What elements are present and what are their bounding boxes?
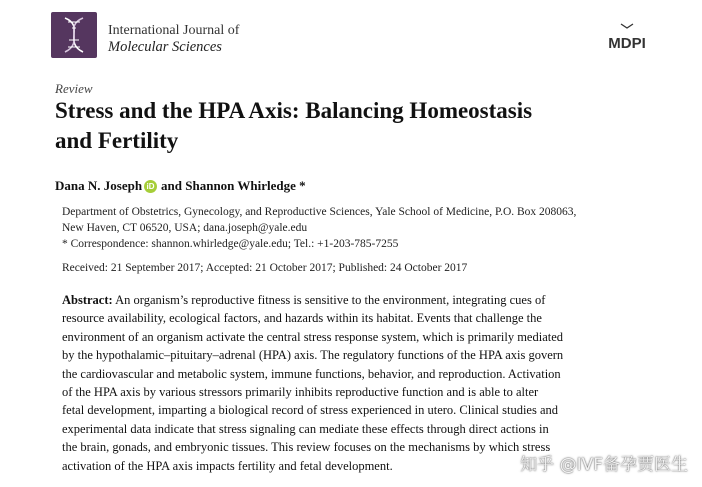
abstract-line: of the HPA axis by various stressors primarily inhibits reproductive function and is able to alter	[62, 385, 539, 400]
abstract-line: the brain, gonads, and embryonic tissues. This review focuses on the mechanisms by which stress	[62, 440, 551, 455]
watermark: 知乎 @IVF备孕贾医生	[520, 455, 688, 475]
affiliation-line: New Haven, CT 06520, USA; dana.joseph@yale.edu	[62, 222, 308, 234]
author-list	[55, 178, 306, 194]
abstract-line: resource availability, ecological factors, and hazards within its habitat. Events that challenge the	[62, 311, 542, 326]
journal-header	[51, 12, 661, 62]
author-name: Dana N. Joseph	[55, 178, 143, 193]
abstract-line: fetal development, imparting a biological record of stress experienced in utero. Clinical studies and	[62, 403, 559, 418]
abstract-line: experimental data indicate that stress signaling can mediate these effects through direct actions in	[62, 421, 549, 436]
abstract-line: the cardiovascular and metabolic system, immune functions, behavior, and reproduction. Activation	[62, 366, 561, 381]
publication-dates: Received: 21 September 2017; Accepted: 21 October 2017; Published: 24 October 2017	[62, 262, 468, 274]
journal-name-line2: Molecular Sciences	[108, 39, 222, 55]
abstract-block	[62, 291, 662, 475]
journal-name	[108, 22, 239, 56]
abstract-line: by the hypothalamic–pituitary–adrenal (HPA) axis. The regulatory functions of the HPA axis govern	[62, 348, 564, 363]
article-type: Review	[55, 81, 93, 96]
dna-helix-icon	[51, 12, 97, 58]
title-line: Stress and the HPA Axis: Balancing Homeostasis	[55, 98, 533, 123]
abstract-line: activation of the HPA axis impacts fertility and fetal development.	[62, 458, 393, 473]
orcid-icon[interactable]: iD	[144, 180, 157, 193]
mdpi-logo-icon	[599, 22, 655, 54]
journal-name-line1: International Journal of	[108, 23, 240, 38]
paper-title	[55, 96, 655, 156]
abstract-label: Abstract:	[62, 293, 113, 307]
abstract-line: environment of an organism activate the central stress response system, which is primarily mediated	[62, 329, 564, 344]
affiliation-block	[62, 204, 682, 252]
correspondence-line: * Correspondence: shannon.whirledge@yale.edu; Tel.: +1-203-785-7255	[62, 238, 399, 250]
abstract-text: An organism’s reproductive fitness is sensitive to the environment, integrating cues of	[115, 293, 546, 307]
author-name: and Shannon Whirledge *	[161, 178, 306, 193]
affiliation-line: Department of Obstetrics, Gynecology, and Reproductive Sciences, Yale School of Medicine, P.O. Box 208063,	[62, 206, 577, 218]
publisher-name: MDPI	[608, 35, 646, 52]
title-line: and Fertility	[55, 128, 179, 153]
abstract-line	[62, 291, 662, 309]
